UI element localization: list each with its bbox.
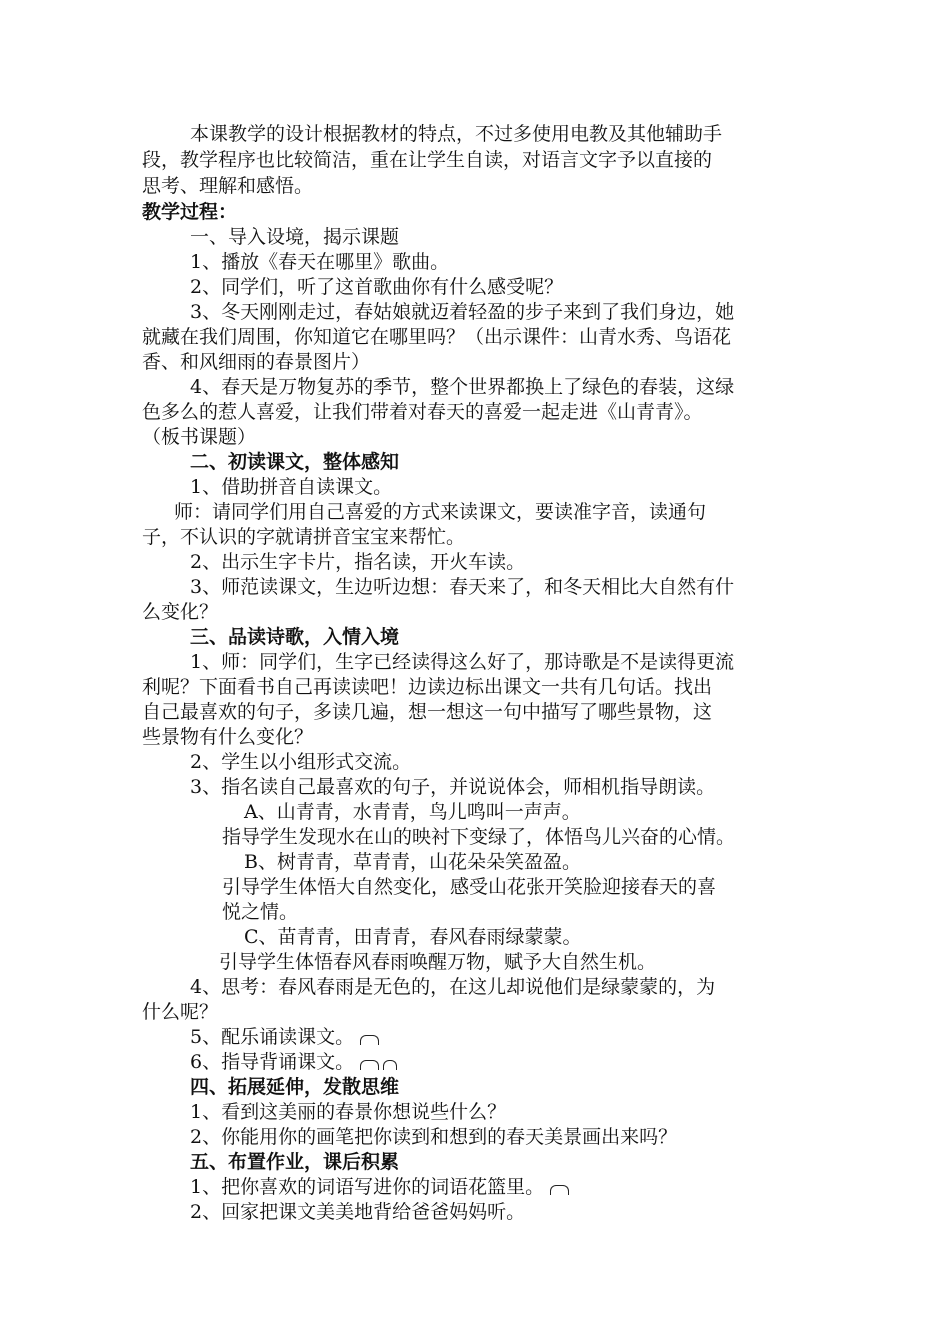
edit-mark-icon bbox=[550, 1185, 569, 1195]
section3-line: 2、学生以小组形式交流。 bbox=[190, 751, 412, 773]
section2-line: 师：请同学们用自己喜爱的方式来读课文，要读准字音，读通句 bbox=[174, 501, 707, 523]
intro-line-1: 本课教学的设计根据教材的特点，不过多使用电教及其他辅助手 bbox=[190, 123, 723, 145]
edit-mark-icon bbox=[383, 1060, 397, 1070]
section3-title: 三、品读诗歌，入情入境 bbox=[190, 626, 400, 648]
section5-line: 2、回家把课文美美地背给爸爸妈妈听。 bbox=[190, 1201, 526, 1223]
section3-line: 4、思考：春风春雨是无色的，在这儿却说他们是绿蒙蒙的，为 bbox=[190, 976, 716, 998]
section2-line: 子，不认识的字就请拼音宝宝来帮忙。 bbox=[142, 526, 466, 548]
section3-line-6 bbox=[190, 1050, 397, 1075]
section2-line: 2、出示生字卡片，指名读，开火车读。 bbox=[190, 551, 526, 573]
section3-line-5 bbox=[190, 1025, 379, 1050]
section1-line: 香、和风细雨的春景图片） bbox=[142, 351, 371, 373]
intro-line-3: 思考、理解和感悟。 bbox=[142, 175, 314, 197]
edit-mark-icon bbox=[360, 1035, 379, 1045]
process-heading: 教学过程： bbox=[142, 201, 238, 223]
section1-line: 1、播放《春天在哪里》歌曲。 bbox=[190, 251, 450, 273]
section1-line: （板书课题） bbox=[142, 426, 257, 448]
section5-title: 五、布置作业，课后积累 bbox=[190, 1151, 400, 1173]
section3-line: 指导学生发现水在山的映衬下变绿了，体悟鸟儿兴奋的心情。 bbox=[222, 826, 736, 848]
section3-line-text: 6、指导背诵课文。 bbox=[190, 1051, 355, 1073]
section2-line: 3、师范读课文，生边听边想：春天来了，和冬天相比大自然有什 bbox=[190, 576, 735, 598]
section3-line: 引导学生体悟大自然变化，感受山花张开笑脸迎接春天的喜 bbox=[222, 876, 717, 898]
section4-line: 1、看到这美丽的春景你想说些什么？ bbox=[190, 1101, 507, 1123]
section4-title: 四、拓展延伸，发散思维 bbox=[190, 1076, 400, 1098]
section1-line: 3、冬天刚刚走过，春姑娘就迈着轻盈的步子来到了我们身边，她 bbox=[190, 301, 735, 323]
section3-line: 些景物有什么变化？ bbox=[142, 726, 314, 748]
section3-line: B、树青青，草青青，山花朵朵笑盈盈。 bbox=[244, 851, 581, 873]
section3-line: 3、指名读自己最喜欢的句子，并说说体会，师相机指导朗读。 bbox=[190, 776, 716, 798]
section3-line: 悦之情。 bbox=[222, 901, 299, 923]
section3-line: 利呢？下面看书自己再读读吧！边读边标出课文一共有几句话。找出 bbox=[142, 676, 713, 698]
intro-line-2: 段，教学程序也比较简洁，重在让学生自读，对语言文字予以直接的 bbox=[142, 149, 713, 171]
section3-line-text: 5、配乐诵读课文。 bbox=[190, 1026, 355, 1048]
section3-line: C、苗青青，田青青，春风春雨绿蒙蒙。 bbox=[244, 926, 582, 948]
section1-line: 2、同学们，听了这首歌曲你有什么感受呢？ bbox=[190, 276, 564, 298]
section3-line: 1、师：同学们，生字已经读得这么好了，那诗歌是不是读得更流 bbox=[190, 651, 735, 673]
section3-line: 自己最喜欢的句子，多读几遍，想一想这一句中描写了哪些景物，这 bbox=[142, 701, 713, 723]
section3-line: 引导学生体悟春风春雨唤醒万物，赋予大自然生机。 bbox=[219, 951, 657, 973]
section2-line: 1、借助拼音自读课文。 bbox=[190, 476, 393, 498]
section3-line: 什么呢？ bbox=[142, 1001, 219, 1023]
section1-line: 4、春天是万物复苏的季节，整个世界都换上了绿色的春装，这绿 bbox=[190, 376, 735, 398]
section2-line: 么变化？ bbox=[142, 601, 219, 623]
edit-mark-icon bbox=[360, 1060, 379, 1070]
section1-line: 就藏在我们周围，你知道它在哪里吗？（出示课件：山青水秀、鸟语花 bbox=[142, 326, 732, 348]
section5-line-text: 1、把你喜欢的词语写进你的词语花篮里。 bbox=[190, 1176, 545, 1198]
section2-title: 二、初读课文，整体感知 bbox=[190, 451, 400, 473]
section1-title: 一、导入设境，揭示课题 bbox=[190, 226, 400, 248]
section5-line-1 bbox=[190, 1175, 569, 1200]
section4-line: 2、你能用你的画笔把你读到和想到的春天美景画出来吗？ bbox=[190, 1126, 678, 1148]
section1-line: 色多么的惹人喜爱，让我们带着对春天的喜爱一起走进《山青青》。 bbox=[142, 401, 703, 423]
section3-line: A、山青青，水青青，鸟儿鸣叫一声声。 bbox=[244, 801, 581, 823]
